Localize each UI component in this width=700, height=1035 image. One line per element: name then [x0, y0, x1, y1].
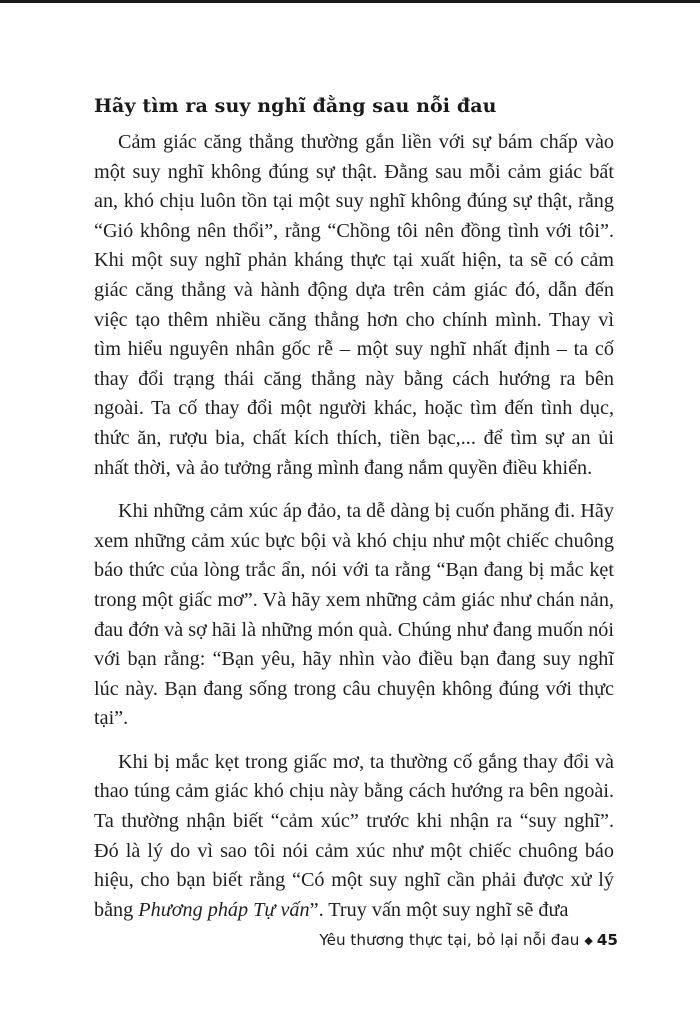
- paragraph-2-text: Khi những cảm xúc áp đảo, ta dễ dàng bị cuốn phăng đi. Hãy xem những cảm xúc bực bội và khó chịu như một chiếc chuông báo thức của lòng trắc ẩn, nói với ta rằng “Bạn đang bị mắc kẹt trong một giấc mơ”. Và hãy xem những cảm giác như chán nản, đau đớn và sợ hãi là những món quà. Chúng như đang muốn nói với bạn rằng: “Bạn yêu, hãy nhìn vào điều bạn đang suy nghĩ lúc này. Bạn đang sống trong câu chuyện không đúng với thực tại”.: [94, 500, 614, 730]
- top-border-rule: [0, 0, 700, 3]
- diamond-separator-icon: ◆: [584, 934, 593, 947]
- paragraph-3: [94, 748, 614, 926]
- page-content: [94, 92, 614, 925]
- method-name-italic: Phương pháp Tự vấn: [138, 898, 310, 921]
- paragraph-3-text-end: ”. Truy vấn một suy nghĩ sẽ đưa: [309, 898, 569, 921]
- section-heading: Hãy tìm ra suy nghĩ đằng sau nỗi đau: [94, 95, 497, 117]
- page-number: 45: [596, 931, 618, 949]
- running-title: Yêu thương thực tại, bỏ lại nỗi đau: [319, 931, 580, 949]
- paragraph-1-text: Cảm giác căng thẳng thường gắn liền với sự bám chấp vào một suy nghĩ không đúng sự thật. Đằng sau mỗi cảm giác bất an, khó chịu luôn tồn tại một suy nghĩ không đúng sự thật, rằng “Gió không nên thổi”, rằng “Chồng tôi nên đồng tình với tôi”. Khi một suy nghĩ phản kháng thực tại xuất hiện, ta sẽ có cảm giác căng thẳng và hành động dựa trên cảm giác đó, dẫn đến việc tạo thêm nhiều căng thẳng hơn cho chính mình. Thay vì tìm hiểu nguyên nhân gốc rễ – một suy nghĩ nhất định – ta cố thay đổi trạng thái căng thẳng này bằng cách hướng ra bên ngoài. Ta cố thay đổi một người khác, hoặc tìm đến tình dục, thức ăn, rượu bia, chất kích thích, tiền bạc,... để tìm sự an ủi nhất thời, và ảo tưởng rằng mình đang nắm quyền điều khiển.: [94, 131, 614, 479]
- paragraph-2: [94, 497, 614, 734]
- paragraph-1: [94, 128, 614, 483]
- paragraph-3-text-start: Khi bị mắc kẹt trong giấc mơ, ta thường cố gắng thay đổi và thao túng cảm giác khó chịu này bằng cách hướng ra bên ngoài. Ta thường nhận biết “cảm xúc” trước khi nhận ra “suy nghĩ”. Đó là lý do vì sao tôi nói cảm xúc như một chiếc chuông báo hiệu, cho bạn biết rằng “Có một suy nghĩ cần phải được xử lý bằng: [94, 750, 614, 921]
- page-footer: [319, 931, 618, 949]
